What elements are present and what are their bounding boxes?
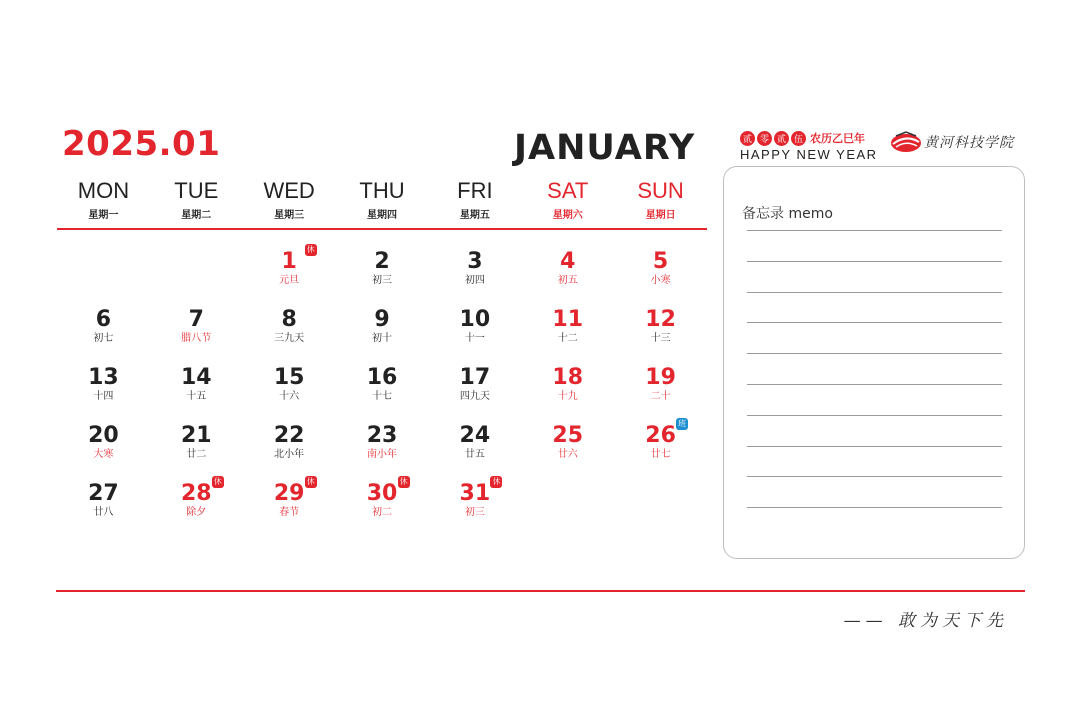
lunar-date-label: 初五 bbox=[557, 275, 578, 286]
lunar-date-label: 十三 bbox=[650, 333, 671, 344]
memo-line bbox=[747, 261, 1002, 262]
weekday-cn-label: 星期一 bbox=[88, 210, 119, 221]
lunar-date-label: 廿五 bbox=[464, 449, 485, 460]
day-number: 17 bbox=[459, 365, 491, 390]
holiday-badge: 休 bbox=[492, 477, 501, 486]
lunar-date-label: 三九天 bbox=[274, 333, 305, 344]
calendar-grid bbox=[57, 176, 707, 540]
day-cell[interactable] bbox=[521, 308, 614, 366]
day-number: 5 bbox=[652, 249, 669, 274]
lunar-date-label: 腊八节 bbox=[181, 333, 212, 344]
day-number: 9 bbox=[374, 307, 390, 332]
lunar-date-label: 十七 bbox=[372, 391, 392, 402]
lunar-date-label: 十二 bbox=[557, 333, 578, 344]
lunar-date-label: 十六 bbox=[279, 391, 300, 402]
happy-new-year-banner bbox=[740, 130, 880, 162]
day-number: 26 bbox=[645, 423, 676, 448]
day-number: 27 bbox=[88, 481, 119, 506]
day-number: 16 bbox=[366, 365, 398, 390]
day-cell[interactable] bbox=[428, 366, 521, 424]
day-cell[interactable] bbox=[336, 308, 429, 366]
day-cell[interactable] bbox=[336, 366, 429, 424]
day-number: 15 bbox=[273, 365, 305, 390]
year-digit-circle: 贰 bbox=[774, 131, 789, 146]
weekday-cn-label: 星期三 bbox=[274, 210, 305, 221]
weekday-en-label: MON bbox=[77, 178, 130, 203]
day-cell[interactable] bbox=[428, 477, 521, 540]
day-number: 23 bbox=[366, 423, 398, 448]
weekday-cn-label: 星期二 bbox=[181, 210, 212, 221]
day-cell[interactable] bbox=[150, 366, 243, 424]
weekday-header-mon bbox=[57, 176, 150, 228]
weekday-en-label: FRI bbox=[457, 178, 493, 203]
year-digit-circle: 伍 bbox=[791, 131, 806, 146]
day-number: 7 bbox=[188, 307, 204, 332]
lunar-year-label: 农历乙巳年 bbox=[810, 132, 865, 145]
day-number: 31 bbox=[459, 481, 491, 506]
memo-line bbox=[747, 446, 1002, 447]
day-number: 13 bbox=[88, 365, 119, 390]
lunar-date-label: 初四 bbox=[464, 275, 485, 286]
week-row bbox=[57, 366, 707, 424]
weekday-header-sat bbox=[521, 176, 614, 228]
lunar-date-label: 十一 bbox=[464, 333, 485, 344]
day-number: 8 bbox=[281, 307, 297, 332]
weekday-header-wed bbox=[243, 176, 336, 228]
day-number: 28 bbox=[180, 481, 212, 506]
happy-new-year-text: HAPPY NEW YEAR bbox=[740, 147, 878, 162]
day-cell[interactable] bbox=[521, 250, 614, 308]
holiday-badge: 休 bbox=[306, 245, 315, 254]
lunar-date-label: 大寒 bbox=[93, 449, 114, 460]
day-number: 29 bbox=[273, 481, 305, 506]
lunar-date-label: 四九天 bbox=[459, 391, 490, 402]
lunar-year-row bbox=[740, 130, 880, 146]
day-number: 20 bbox=[88, 423, 119, 448]
day-number: 4 bbox=[560, 249, 576, 274]
empty-day-cell bbox=[614, 482, 707, 540]
day-number: 11 bbox=[552, 307, 584, 332]
day-number: 14 bbox=[180, 365, 212, 390]
day-cell[interactable] bbox=[243, 308, 336, 366]
lunar-date-label: 元旦 bbox=[279, 275, 300, 286]
weekday-cn-label: 星期日 bbox=[645, 210, 676, 221]
lunar-date-label: 春节 bbox=[279, 507, 300, 518]
day-number: 24 bbox=[459, 423, 491, 448]
weekday-header-row bbox=[57, 176, 707, 230]
empty-day-cell bbox=[57, 250, 150, 308]
lunar-date-label: 南小年 bbox=[367, 449, 397, 460]
lunar-date-label: 十五 bbox=[186, 391, 207, 402]
lunar-date-label: 十九 bbox=[557, 391, 578, 402]
day-number: 6 bbox=[95, 307, 112, 332]
year-digit-circle: 零 bbox=[757, 131, 772, 146]
weekday-cn-label: 星期四 bbox=[367, 210, 397, 221]
day-cell[interactable] bbox=[428, 250, 521, 308]
lunar-date-label: 初三 bbox=[464, 507, 485, 518]
day-cell[interactable] bbox=[614, 308, 707, 366]
lunar-date-label: 廿二 bbox=[186, 449, 207, 460]
memo-line bbox=[747, 230, 1002, 231]
day-number: 12 bbox=[645, 307, 676, 332]
university-logo bbox=[890, 130, 1014, 154]
day-number: 19 bbox=[645, 365, 676, 390]
day-cell[interactable] bbox=[614, 419, 707, 482]
weekday-en-label: TUE bbox=[174, 178, 219, 203]
day-cell[interactable] bbox=[521, 424, 614, 482]
day-number: 21 bbox=[180, 423, 212, 448]
lunar-date-label: 十四 bbox=[93, 391, 114, 402]
day-cell[interactable] bbox=[57, 482, 150, 540]
day-cell[interactable] bbox=[428, 424, 521, 482]
day-cell[interactable] bbox=[614, 366, 707, 424]
memo-line bbox=[747, 322, 1002, 323]
day-cell[interactable] bbox=[150, 477, 243, 540]
empty-day-cell bbox=[150, 250, 243, 308]
week-row bbox=[57, 419, 707, 482]
weekday-header-tue bbox=[150, 176, 243, 228]
day-number: 10 bbox=[459, 307, 491, 332]
weekday-cn-label: 星期五 bbox=[459, 210, 490, 221]
weekday-en-label: THU bbox=[359, 178, 405, 203]
memo-line bbox=[747, 292, 1002, 293]
day-cell[interactable] bbox=[57, 424, 150, 482]
day-cell[interactable] bbox=[521, 366, 614, 424]
lunar-date-label: 廿七 bbox=[650, 449, 671, 460]
year-month-title: 2025.01 bbox=[62, 124, 221, 164]
holiday-badge: 休 bbox=[213, 477, 222, 486]
year-digit-circle: 贰 bbox=[740, 131, 755, 146]
memo-box[interactable] bbox=[723, 166, 1025, 559]
day-number: 30 bbox=[366, 481, 398, 506]
week-row bbox=[57, 245, 707, 308]
lunar-date-label: 二十 bbox=[650, 391, 671, 402]
weekday-en-label: WED bbox=[263, 178, 315, 203]
empty-day-cell bbox=[521, 482, 614, 540]
lunar-date-label: 除夕 bbox=[186, 507, 207, 518]
day-cell[interactable] bbox=[57, 308, 150, 366]
weekday-header-sun bbox=[614, 176, 707, 228]
day-cell[interactable] bbox=[243, 366, 336, 424]
day-number: 1 bbox=[281, 249, 297, 274]
university-emblem-icon bbox=[890, 130, 922, 154]
holiday-badge: 休 bbox=[399, 477, 408, 486]
memo-line bbox=[747, 415, 1002, 416]
bottom-divider bbox=[56, 590, 1025, 592]
memo-title: 备忘录 memo bbox=[742, 206, 833, 222]
lunar-date-label: 北小年 bbox=[274, 449, 305, 460]
memo-line bbox=[747, 476, 1002, 477]
week-row bbox=[57, 308, 707, 366]
weekday-header-thu bbox=[336, 176, 429, 228]
memo-line bbox=[747, 384, 1002, 385]
month-name-title: JANUARY bbox=[514, 128, 696, 168]
lunar-date-label: 小寒 bbox=[650, 275, 671, 286]
holiday-badge: 休 bbox=[306, 477, 315, 486]
day-cell[interactable] bbox=[150, 424, 243, 482]
day-cell[interactable] bbox=[243, 424, 336, 482]
lunar-date-label: 初二 bbox=[372, 507, 392, 518]
day-number: 2 bbox=[374, 249, 390, 274]
memo-line bbox=[747, 353, 1002, 354]
day-cell[interactable] bbox=[57, 366, 150, 424]
week-row bbox=[57, 477, 707, 540]
lunar-date-label: 初七 bbox=[93, 333, 114, 344]
lunar-date-label: 廿八 bbox=[93, 507, 114, 518]
weekday-en-label: SUN bbox=[637, 178, 684, 203]
weekday-cn-label: 星期六 bbox=[552, 210, 583, 221]
day-cell[interactable] bbox=[243, 245, 336, 308]
day-cell[interactable] bbox=[428, 308, 521, 366]
day-cell[interactable] bbox=[336, 477, 429, 540]
university-logo-text: 黄河科技学院 bbox=[924, 135, 1014, 151]
memo-line bbox=[747, 507, 1002, 508]
day-cell[interactable] bbox=[336, 250, 429, 308]
day-number: 22 bbox=[273, 423, 305, 448]
weekday-header-fri bbox=[428, 176, 521, 228]
lunar-date-label: 初三 bbox=[372, 275, 392, 286]
day-number: 25 bbox=[552, 423, 584, 448]
day-cell[interactable] bbox=[336, 424, 429, 482]
day-number: 18 bbox=[552, 365, 584, 390]
weekday-en-label: SAT bbox=[547, 178, 589, 203]
lunar-date-label: 初十 bbox=[372, 333, 392, 344]
motto-text: —— 敢为天下先 bbox=[843, 611, 1008, 631]
calendar-weeks bbox=[57, 230, 707, 540]
lunar-date-label: 廿六 bbox=[557, 449, 578, 460]
day-cell[interactable] bbox=[243, 477, 336, 540]
workday-badge: 班 bbox=[678, 419, 687, 428]
day-cell[interactable] bbox=[614, 250, 707, 308]
day-cell[interactable] bbox=[150, 308, 243, 366]
day-number: 3 bbox=[467, 249, 483, 274]
